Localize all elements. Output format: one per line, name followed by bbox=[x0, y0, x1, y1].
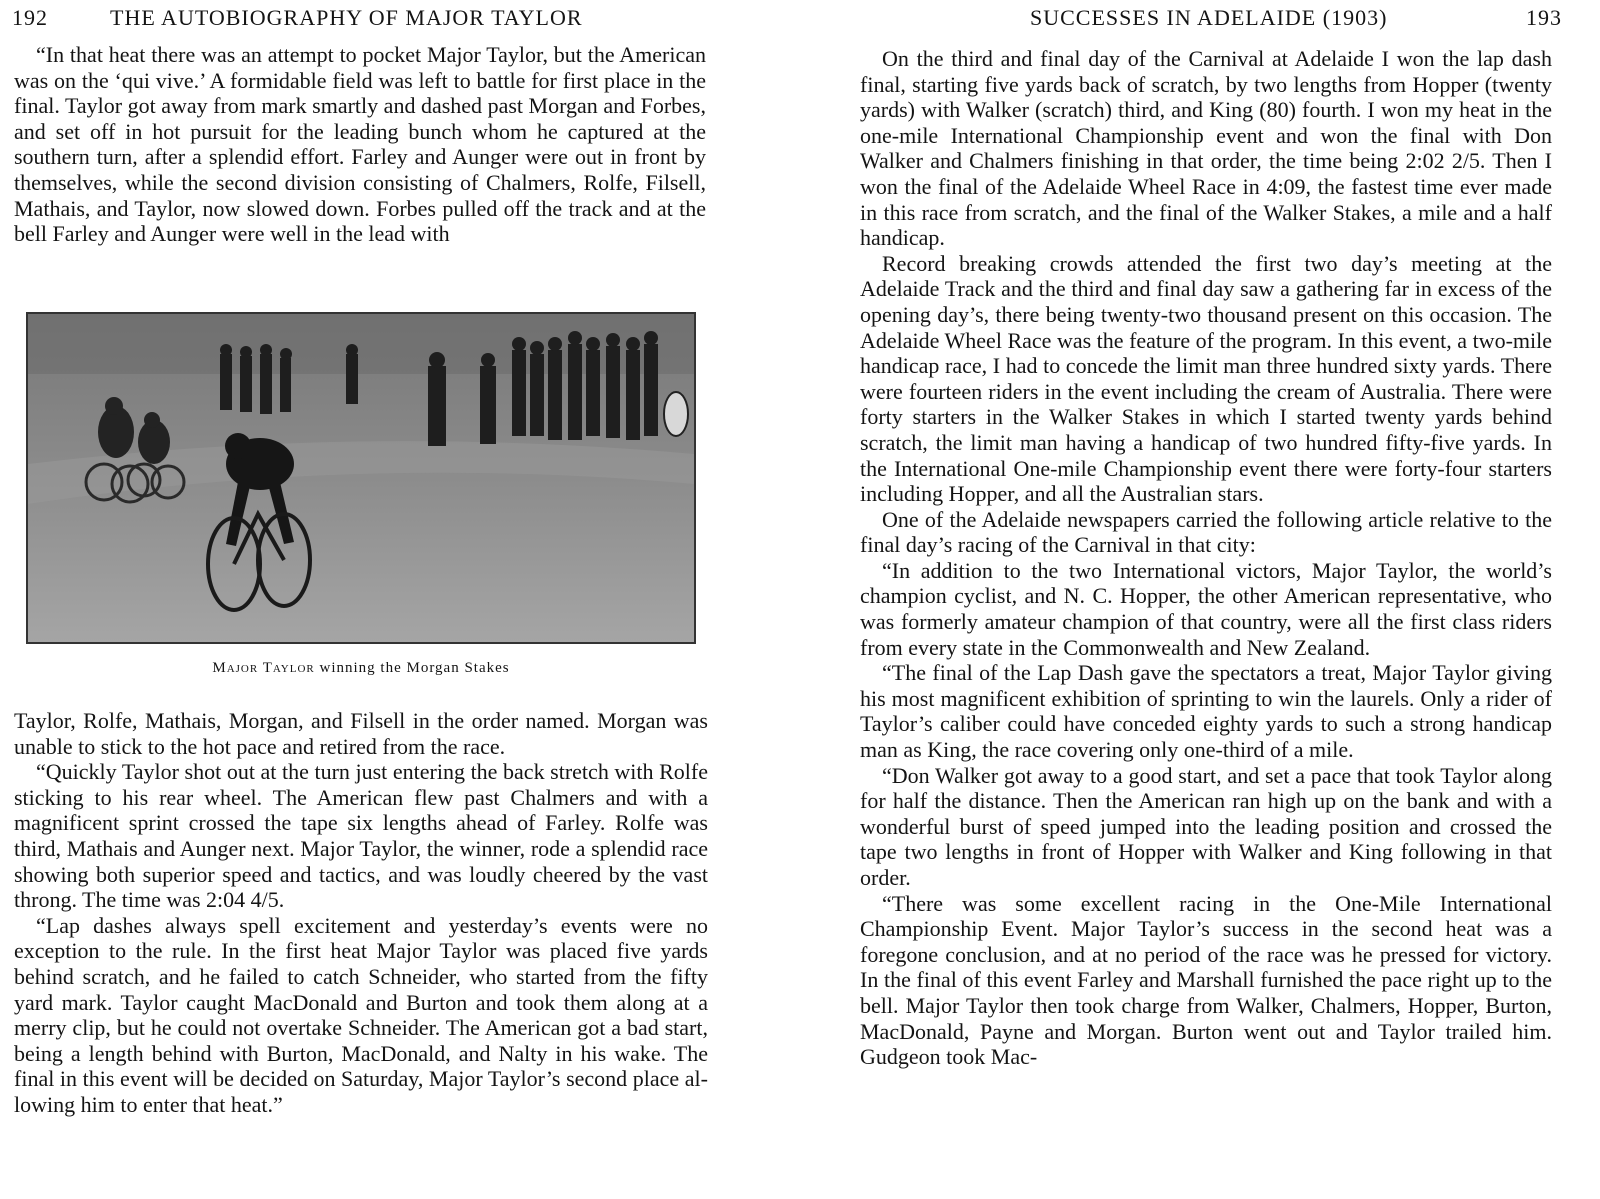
paragraph: “Lap dashes always spell excitement and yesterday’s events were no exception to the rule. In the first heat Major Taylor was placed five yards behind scratch, and he failed to catch Schneider, who started from the fifty yard mark. Taylor caught MacDonald and Burton and took them along at a merry clip, but he could not overtake Schneider. The American got a bad start, being a length behind with Burton, MacDonald, and Nalty in his wake. The final in this event will be decided on Saturday, Major Taylor’s second place allowing him to enter that heat.” bbox=[14, 912, 708, 1117]
left-running-title: THE AUTOBIOGRAPHY OF MAJOR TAYLOR bbox=[110, 5, 583, 30]
paragraph: Taylor, Rolfe, Mathais, Morgan, and Filsell in the order named. Morgan was unable to stick to the hot pace and retired from the race. bbox=[14, 708, 708, 759]
race-photograph bbox=[26, 312, 696, 644]
paragraph: One of the Adelaide newspapers carried the following article relative to the final day’s racing of the Carnival in that city: bbox=[860, 506, 1552, 558]
caption-text: winning the Morgan Stakes bbox=[319, 660, 510, 676]
right-text bbox=[860, 46, 1552, 1070]
left-text-top bbox=[14, 42, 706, 247]
left-page bbox=[0, 0, 740, 1199]
right-page bbox=[860, 0, 1600, 1199]
paragraph: “The final of the Lap Dash gave the spectators a treat, Major Taylor giving his most magnificent exhibition of sprinting to win the laurels. Only a rider of Taylor’s caliber could have conceded eighty yards to such a strong handicap man as King, the race covering only one-third of a mile. bbox=[860, 660, 1552, 763]
photo-caption bbox=[26, 660, 696, 677]
paragraph: Record breaking crowds attended the first two day’s meeting at the Adelaide Track and the third and final day saw a gathering far in excess of the opening day’s, there being twenty-two thousand present on this occasion. The Adelaide Wheel Race was the feature of the program. In this event, a two-mile handicap race, I had to concede the limit man three hundred sixty yards. There were fourteen riders in the event including the cream of Australia. There were forty starters in the Walker Stakes in which I started twenty yards behind scratch, the limit man having a handicap of two hundred fifty-five yards. In the International One-mile Championship event there were forty-four starters including Hopper, and all the Australian stars. bbox=[860, 250, 1552, 507]
left-text-bottom bbox=[14, 708, 708, 1118]
paragraph: “There was some excellent racing in the One-Mile International Championship Event. Major Taylor’s success in the second heat was a foregone conclusion, and at no period of the race was he pressed for victory. In the final of this event Farley and Marshall furnished the pace right up to the bell. Major Taylor then took charge from Walker, Chalmers, Hopper, Burton, MacDonald, Payne and Morgan. Burton went out and Taylor trailed him. Gudgeon took Mac- bbox=[860, 890, 1552, 1070]
caption-name: Major Taylor bbox=[212, 660, 315, 676]
right-page-number: 193 bbox=[1526, 5, 1562, 30]
paragraph: On the third and final day of the Carnival at Adelaide I won the lap dash final, starting five yards back of scratch, by two lengths from Hopper (twenty yards) with Walker (scratch) third, and King (80) fourth. I won my heat in the one-mile International Championship event and won the final with Don Walker and Chalmers finishing in that order, the time being 2:02 2/5. Then I won the final of the Adelaide Wheel Race in 4:09, the fastest time ever made in this race from scratch, and the final of the Walker Stakes, a mile and a half handicap. bbox=[860, 46, 1552, 251]
right-running-title: SUCCESSES IN ADELAIDE (1903) bbox=[1030, 5, 1388, 30]
left-page-number: 192 bbox=[12, 5, 48, 30]
paragraph: “Don Walker got away to a good start, and set a pace that took Taylor along for half the distance. Then the American ran high up on the bank and with a wonderful burst of speed jumped into the leading position and crossed the tape two lengths in front of Hopper with Walker and King following in that order. bbox=[860, 762, 1552, 890]
paragraph: “In addition to the two International victors, Major Taylor, the world’s champion cyclist, and N. C. Hopper, the other American representative, who was formerly amateur champion of that country, were all the first class riders from every state in the Commonwealth and New Zealand. bbox=[860, 557, 1552, 660]
right-running-head bbox=[860, 4, 1560, 32]
left-running-head bbox=[12, 4, 712, 32]
paragraph: “Quickly Taylor shot out at the turn just entering the back stretch with Rolfe sticking to his rear wheel. The American flew past Chalmers and with a magnificent sprint crossed the tape six lengths ahead of Farley. Rolfe was third, Mathais and Aunger next. Major Taylor, the winner, rode a splendid race showing both superior speed and tactics, and was loudly cheered by the vast throng. The time was 2:04 4/5. bbox=[14, 759, 708, 913]
paragraph: “In that heat there was an attempt to pocket Major Taylor, but the American was on the ‘qui vive.’ A formidable field was left to battle for first place in the final. Taylor got away from mark smartly and dashed past Morgan and Forbes, and set off in hot pursuit for the leading bunch whom he captured at the southern turn, after a splendid effort. Farley and Aunger were out in front by themselves, while the second division consisting of Chalmers, Rolfe, Filsell, Mathais, and Taylor, now slowed down. Forbes pulled off the track and at the bell Farley and Aunger were well in the lead with bbox=[14, 42, 706, 247]
